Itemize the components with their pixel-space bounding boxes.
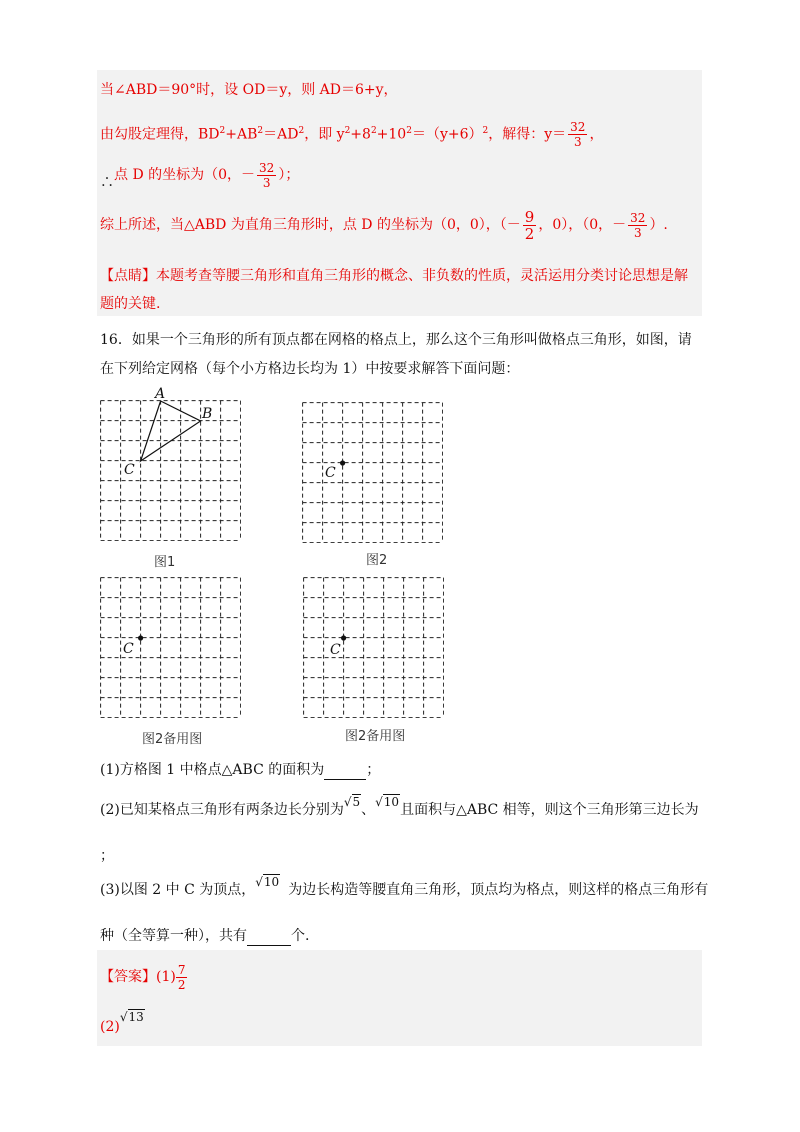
point-c <box>138 635 143 640</box>
caption-fig-3: 图2备用图 <box>142 732 203 747</box>
radicand: 10 <box>383 795 400 809</box>
caption-fig-1: 图1 <box>154 555 176 570</box>
l2h: ，解得：y＝ <box>488 126 567 143</box>
sub-question-3-line-2 <box>100 926 309 946</box>
label-a: A <box>155 386 166 402</box>
answer-line-2 <box>100 1008 145 1038</box>
sub-question-1 <box>100 760 380 780</box>
grid-lines <box>303 403 443 543</box>
answer-blank-3 <box>247 931 291 946</box>
l2s1: 2 <box>219 126 226 136</box>
sq3d: 个. <box>291 928 310 944</box>
sq3b: 为边长构造等腰直角三角形，顶点均为格点，则这样的格点三角形有 <box>288 882 709 898</box>
answer-2-prefix: (2) <box>100 1019 120 1035</box>
sqrt-5: √5 <box>343 795 361 809</box>
l4a: 综上所述，当△ABD 为直角三角形时，点 D 的坐标为（0，0），（－ <box>100 217 521 233</box>
label-c: C <box>123 641 134 657</box>
answer-label: 【答案】 <box>100 969 156 985</box>
sub-question-3 <box>100 874 708 906</box>
comment-line-2 <box>100 294 160 314</box>
question-intro-1-text: 16．如果一个三角形的所有顶点都在网格的格点上，那么这个三角形叫做格点三角形，如图，请 <box>100 332 692 348</box>
label-c: C <box>124 462 135 478</box>
fraction-32-3-c <box>628 211 647 240</box>
frac-den: 3 <box>633 225 642 240</box>
label-b: B <box>202 406 213 422</box>
l2b: +AB <box>225 126 258 143</box>
frac-num: 7 <box>177 962 186 977</box>
l2end: ， <box>589 126 604 143</box>
comment-line-1 <box>100 266 688 286</box>
grid-lines <box>304 578 444 718</box>
answer-line-1 <box>100 958 189 996</box>
sqrt-13: √13 <box>119 1010 144 1024</box>
l3b: ）； <box>278 167 300 183</box>
caption-fig-2: 图2 <box>366 553 388 568</box>
question-intro-1 <box>100 330 692 350</box>
l2s7: 2 <box>482 126 489 136</box>
solution-line-1 <box>100 80 398 100</box>
frac-den: 3 <box>262 175 271 190</box>
frac-den: 3 <box>573 135 582 150</box>
frac-num: 32 <box>570 120 586 135</box>
radicand: 10 <box>263 875 280 889</box>
l2e: +8 <box>350 126 371 143</box>
sq1a: (1)方格图 1 中格点△ABC 的面积为 <box>100 762 325 778</box>
l4c: ）. <box>649 217 668 233</box>
comment-text-1: 【点睛】本题考查等腰三角形和直角三角形的概念、非负数的性质，灵活运用分类讨论思想是解 <box>100 268 688 284</box>
l2s5: 2 <box>370 126 377 136</box>
question-intro-2-text: 在下列给定网格（每个小方格边长均为 1）中按要求解答下面问题： <box>100 361 520 377</box>
solution-line-3 <box>100 158 299 192</box>
fraction-32-3-b <box>257 161 276 190</box>
solution-line-4 <box>100 208 668 242</box>
sub-question-2 <box>100 794 699 826</box>
grid-figure-1 <box>100 400 241 541</box>
answer-1-prefix: (1) <box>156 969 176 985</box>
fraction-32-3 <box>568 120 587 149</box>
fraction-9-2 <box>523 209 537 242</box>
comment-text-2: 题的关键. <box>100 296 161 312</box>
l2a: 由勾股定理得，BD <box>100 126 220 143</box>
grid-figure-4 <box>303 577 444 718</box>
grid-lines <box>101 401 241 541</box>
sq2a: (2)已知某格点三角形有两条边长分别为 <box>100 802 344 818</box>
l3a: 点 D 的坐标为（0，－ <box>114 167 256 183</box>
l2s6: 2 <box>406 126 412 136</box>
l2f: +10 <box>376 126 407 143</box>
label-c: C <box>325 465 336 481</box>
l2c: ＝AD <box>263 126 299 143</box>
caption-fig-4: 图2备用图 <box>345 729 406 744</box>
solution-line-2 <box>100 114 603 152</box>
therefore-symbol: ∴ <box>100 175 114 191</box>
fraction-7-2 <box>176 963 188 992</box>
frac-den: 2 <box>177 977 186 992</box>
radicand: 5 <box>352 795 361 809</box>
grid-figure-3 <box>100 577 241 718</box>
l2s3: 2 <box>298 126 305 136</box>
l2g: ＝（y+6） <box>411 126 483 143</box>
sub-question-2-end-text: ； <box>100 848 114 864</box>
sq3a: (3)以图 2 中 C 为顶点， <box>100 882 256 898</box>
frac-den: 2 <box>524 224 535 243</box>
grid-figure-2 <box>302 402 443 543</box>
l2s4: 2 <box>344 126 351 136</box>
point-c <box>341 635 346 640</box>
solution-line-1-text: 当∠ABD＝90°时，设 OD＝y，则 AD＝6+y， <box>100 82 398 98</box>
sub-question-2-end <box>100 846 114 866</box>
sq1b: ； <box>366 762 381 778</box>
frac-num: 32 <box>259 160 275 175</box>
frac-num: 9 <box>524 207 535 226</box>
l2d: ，即 y <box>304 126 345 143</box>
point-c <box>340 460 345 465</box>
sq2c: 且面积与△ABC 相等，则这个三角形第三边长为 <box>400 802 699 818</box>
radicand: 13 <box>128 1010 144 1024</box>
question-intro-2 <box>100 359 519 379</box>
sq2b: 、 <box>361 802 376 818</box>
frac-num: 32 <box>630 210 646 225</box>
sqrt-10-b: √10 <box>255 875 280 889</box>
answer-blank-1 <box>324 765 366 780</box>
sq3c: 种（全等算一种），共有 <box>100 928 247 944</box>
label-c: C <box>330 642 341 658</box>
l4b: ，0），（0，－ <box>538 217 627 233</box>
l2s2: 2 <box>257 126 264 136</box>
triangle-abc <box>141 401 201 461</box>
sqrt-10: √10 <box>375 795 400 809</box>
grid-lines <box>101 578 241 718</box>
